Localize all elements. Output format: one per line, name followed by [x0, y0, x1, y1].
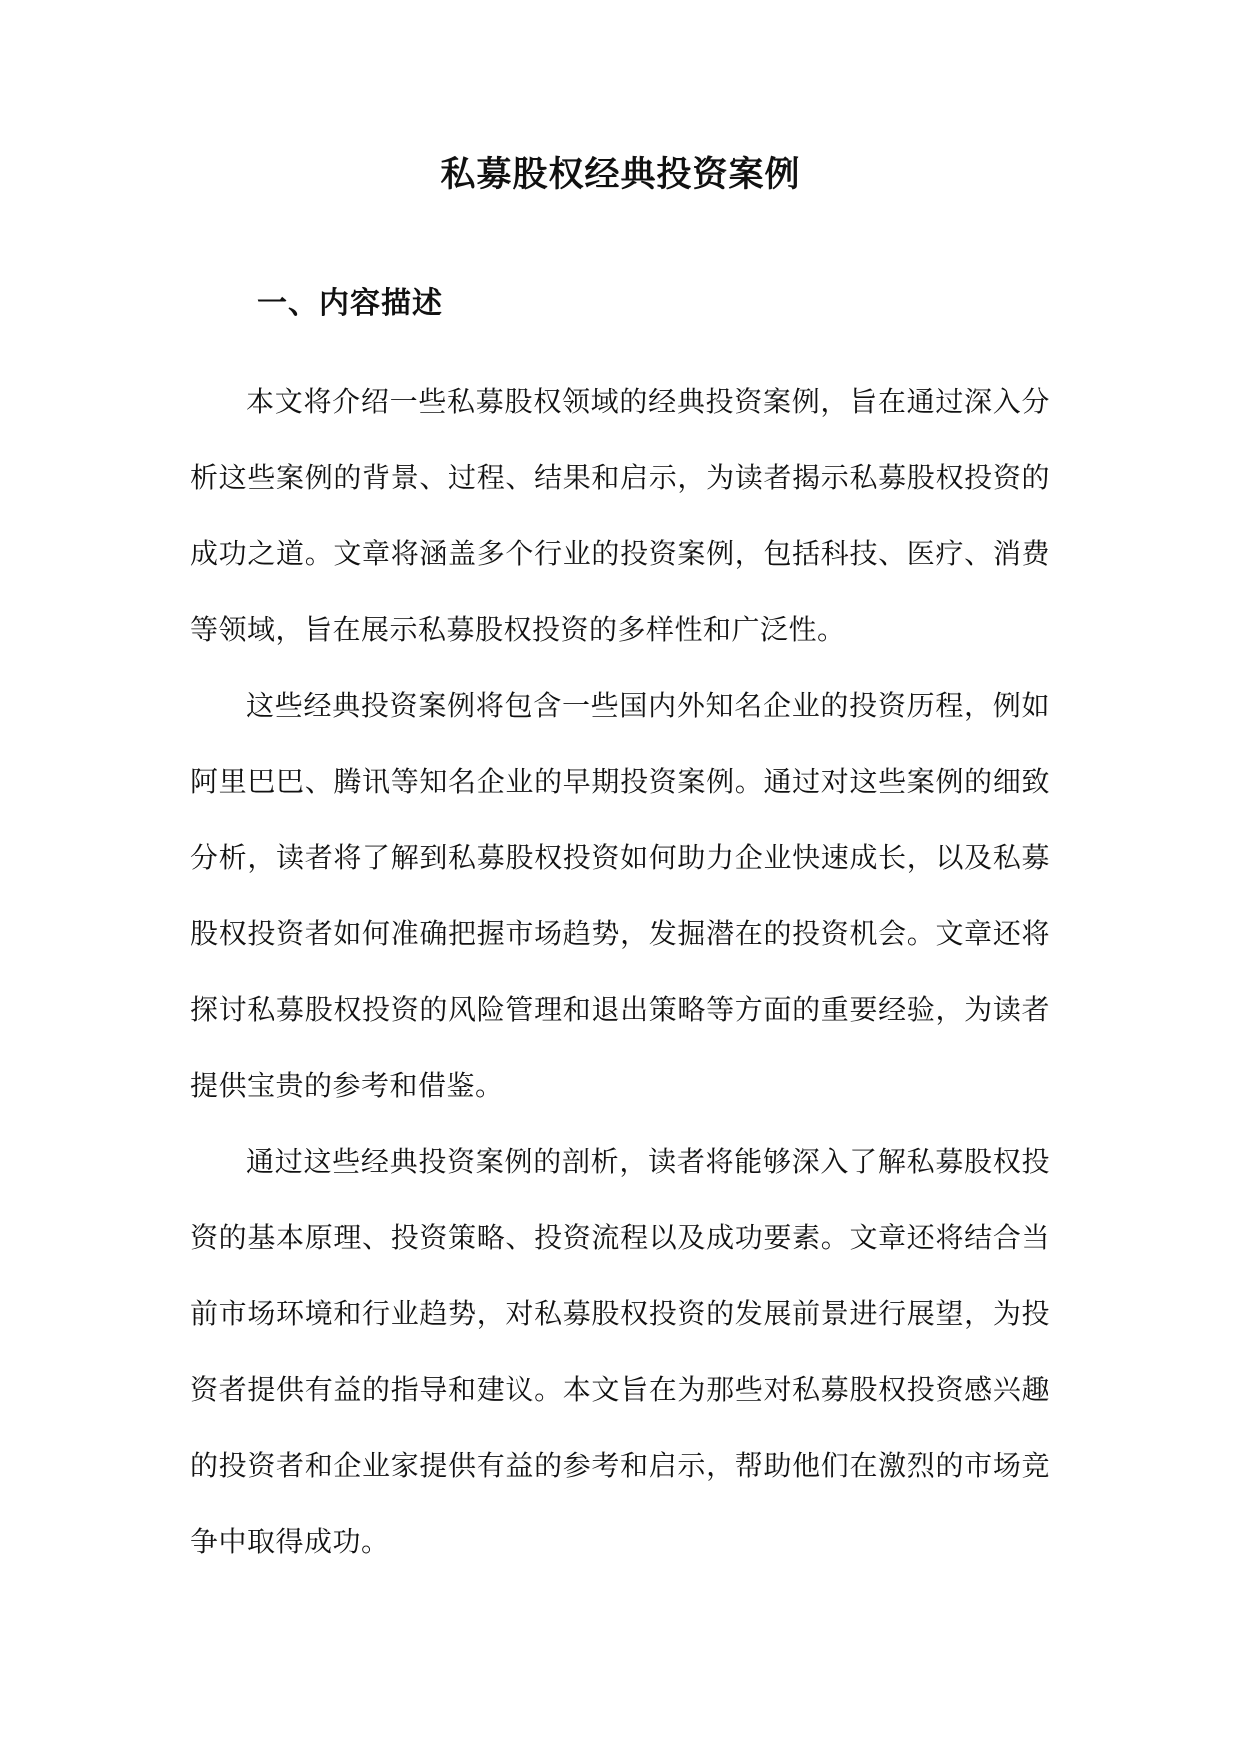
- document-title: 私募股权经典投资案例: [440, 154, 801, 195]
- document-body: [190, 364, 1050, 1580]
- paragraph-3: 通过这些经典投资案例的剖析，读者将能够深入了解私募股权投资的基本原理、投资策略、投资流程以及成功要素。文章还将结合当前市场环境和行业趋势，对私募股权投资的发展前景进行展望，为投资者提供有益的指导和建议。本文旨在为那些对私募股权投资感兴趣的投资者和企业家提供有益的参考和启示，帮助他们在激烈的市场竞争中取得成功。: [190, 1145, 1050, 1558]
- paragraph-2: 这些经典投资案例将包含一些国内外知名企业的投资历程，例如阿里巴巴、腾讯等知名企业的早期投资案例。通过对这些案例的细致分析，读者将了解到私募股权投资如何助力企业快速成长，以及私募股权投资者如何准确把握市场趋势，发掘潜在的投资机会。文章还将探讨私募股权投资的风险管理和退出策略等方面的重要经验，为读者提供宝贵的参考和借鉴。: [190, 689, 1050, 1102]
- paragraph-1: 本文将介绍一些私募股权领域的经典投资案例，旨在通过深入分析这些案例的背景、过程、结果和启示，为读者揭示私募股权投资的成功之道。文章将涵盖多个行业的投资案例，包括科技、医疗、消费等领域，旨在展示私募股权投资的多样性和广泛性。: [190, 385, 1050, 646]
- section-heading: 一、内容描述: [257, 286, 443, 321]
